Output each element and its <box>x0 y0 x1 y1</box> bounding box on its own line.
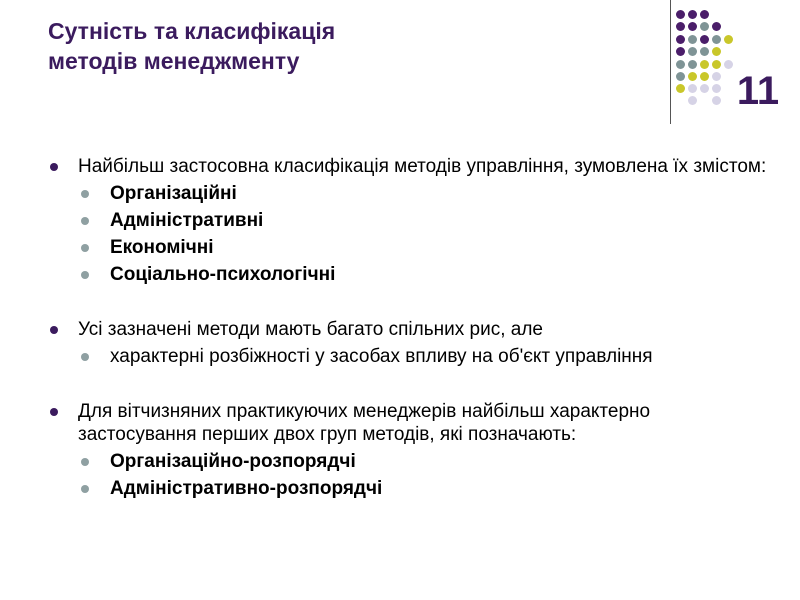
slide-title <box>48 16 608 76</box>
decor-dot <box>700 84 709 93</box>
decor-dot <box>688 22 697 31</box>
decor-dot <box>676 84 685 93</box>
decor-dot <box>712 22 721 31</box>
sub-bullet-socio-psychological: Соціально-психологічні <box>48 263 768 286</box>
sub-bullet-organizational-directive: Організаційно-розпорядчі <box>48 450 768 473</box>
sub-bullet-administrative: Адміністративні <box>48 209 768 232</box>
decor-dot <box>724 35 733 44</box>
decor-dot <box>712 35 721 44</box>
decor-dot <box>688 96 697 105</box>
slide-number: 11 <box>736 69 780 113</box>
sub-bullet-administrative-directive: Адміністративно-розпорядчі <box>48 477 768 500</box>
bullet-3: Для вітчизняних практикуючих менеджерів найбільш характерно застосування перших двох груп методів, які позначають: <box>48 400 768 446</box>
decor-dot <box>676 10 685 19</box>
sub-bullet-economic: Економічні <box>48 236 768 259</box>
decor-dot <box>712 60 721 69</box>
decor-dot <box>712 47 721 56</box>
slide-title-line-1: Сутність та класифікація <box>48 18 336 44</box>
decor-dot <box>688 72 697 81</box>
decor-dot <box>712 84 721 93</box>
decor-dot <box>700 72 709 81</box>
slide-title-line-2: методів менеджменту <box>48 48 300 74</box>
decor-dot <box>688 35 697 44</box>
decor-dot <box>676 22 685 31</box>
decor-dot <box>700 35 709 44</box>
bullet-1: Найбільш застосовна класифікація методів управління, зумовлена їх змістом: <box>48 155 768 178</box>
decor-dot <box>676 35 685 44</box>
decor-dot <box>676 72 685 81</box>
sub-bullet-organizational: Організаційні <box>48 182 768 205</box>
decor-dot <box>700 60 709 69</box>
bullet-2: Усі зазначені методи мають багато спільних рис, але <box>48 318 768 341</box>
decor-dot <box>676 47 685 56</box>
decor-dot <box>676 60 685 69</box>
slide-content <box>48 155 768 500</box>
decor-dot <box>712 72 721 81</box>
decor-dot <box>700 10 709 19</box>
decor-dot <box>688 84 697 93</box>
decor-dot <box>688 60 697 69</box>
decor-dot <box>712 96 721 105</box>
decor-dot <box>688 47 697 56</box>
decor-dot <box>688 10 697 19</box>
decor-dot <box>700 47 709 56</box>
header-divider <box>670 0 671 124</box>
decor-dot <box>700 22 709 31</box>
sub-bullet-differences: характерні розбіжності у засобах впливу на об'єкт управління <box>48 345 768 368</box>
